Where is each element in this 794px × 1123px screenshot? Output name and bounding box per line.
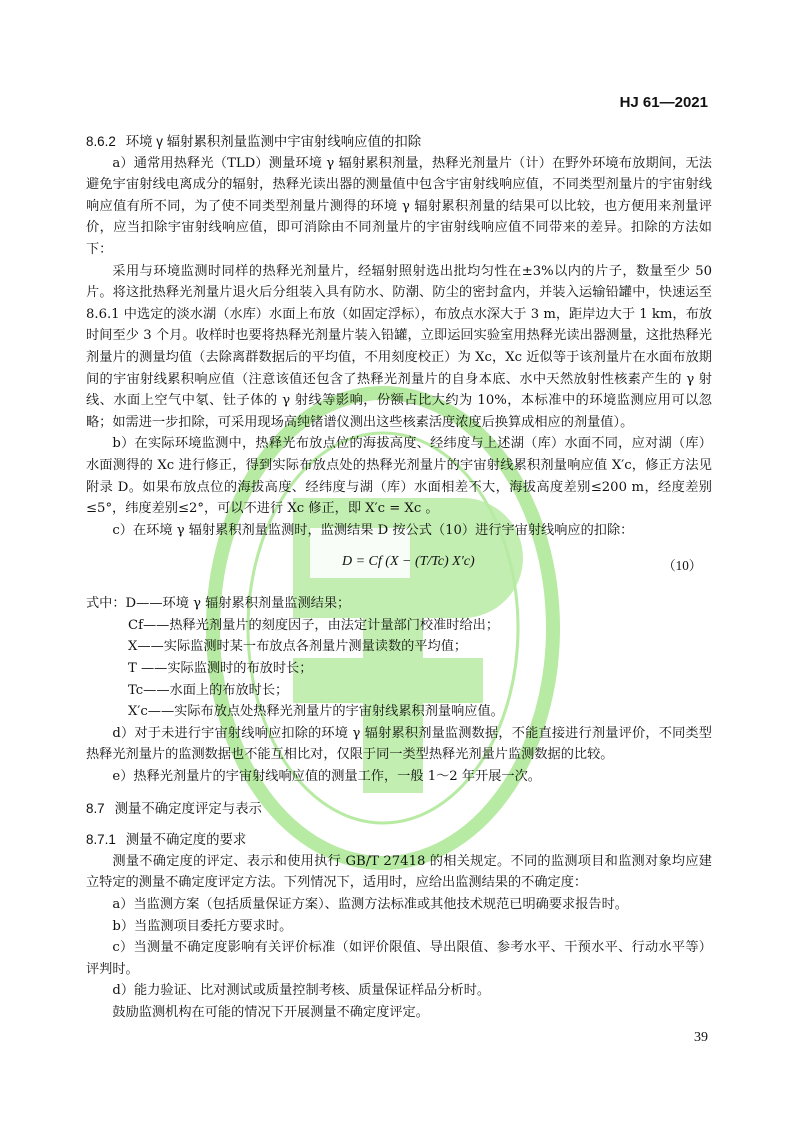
paragraph-e: e）热释光剂量片的宇宙射线响应值的测量工作，一般 1～2 年开展一次。 — [112, 769, 541, 785]
paragraph-a: a）通常用热释光（TLD）测量环境 γ 辐射累积剂量，热释光剂量片（计）在野外环境布放期间，无法避免宇宙射线电离成分的辐射，热释光读出器的测量值中包含宇宙射线响应值，不同类型剂量片的宇宙射线响应值有所不同，为了使不同类型剂量片测得的环境 γ 辐射累积剂量的结果可以比较，也方便用来剂量评价，应当扣除宇宙射线响应值，即可消除由不同剂量片的宇宙射线响应值不同带来的差异。扣除的方法如下： — [86, 155, 712, 257]
section-heading-8-7-1 — [86, 829, 712, 851]
document-code: HJ 61—2021 — [619, 94, 708, 111]
paragraph-d: d）对于未进行宇宙射线响应扣除的环境 γ 辐射累积剂量监测数据，不能直接进行剂量评价，不同类型热释光剂量片的监测数据也不能互相比对，仅限于同一类型热释光剂量片监测数据的比较。 — [86, 725, 712, 763]
legend-row: T ——实际监测时的布放时长； — [128, 661, 313, 677]
paragraph-encourage: 鼓励监测机构在可能的情况下开展测量不确定度评定。 — [112, 1004, 429, 1020]
paragraph-b: b）在实际环境监测中，热释光布放点位的海拔高度、经纬度与上述湖（库）水面不同，应对湖（库）水面测得的 Xc 进行修正，得到实际布放点处的热释光剂量片的宇宙射线累积剂量响应值 X′c，修正方法见附录 D。如果布放点位的海拔高度、经纬度与湖（库）水面相差不大，海拔高度差别≤200 m，经度差别≤5°，纬度差别≤2°，可以不进行 Xc 修正，即 X′c = Xc 。 — [86, 436, 712, 517]
section-number: 8.7 — [86, 800, 105, 816]
document-body — [86, 131, 712, 1024]
section-heading-8-6-2 — [86, 131, 712, 153]
paragraph-uncertainty: 测量不确定度的评定、表示和使用执行 GB/T 27418 的相关规定。不同的监测项目和监测对象均应建立特定的测量不确定度评定方法。下列情况下，适用时，应给出监测结果的不确定度： — [86, 853, 712, 891]
list-item-b: b）当监测项目委托方要求时。 — [112, 918, 293, 934]
page-number: 39 — [694, 1030, 708, 1045]
list-item-a: a）当监测方案（包括质量保证方案）、监测方法标准或其他技术规范已明确要求报告时。 — [112, 897, 628, 912]
list-item-d: d）能力验证、比对测试或质量控制考核、质量保证样品分析时。 — [112, 983, 491, 999]
section-number: 8.7.1 — [86, 832, 116, 848]
formula-number: （10） — [662, 558, 702, 574]
section-title: 环境 γ 辐射累积剂量监测中宇宙射线响应值的扣除 — [125, 134, 422, 149]
legend-row: Tc——水面上的布放时长； — [128, 682, 289, 698]
section-number: 8.6.2 — [86, 134, 116, 149]
list-item-c: c）当测量不确定度影响有关评价标准（如评价限值、导出限值、参考水平、干预水平、行动水平等）评判时。 — [86, 940, 712, 977]
legend-row: X——实际监测时某一布放点各剂量片测量读数的平均值； — [128, 639, 468, 655]
formula-row — [86, 541, 712, 593]
section-title: 测量不确定度评定与表示 — [114, 800, 262, 816]
section-title: 测量不确定度的要求 — [125, 832, 247, 848]
legend-row: Cf——热释光剂量片的刻度因子，由法定计量部门校准时给出； — [128, 617, 500, 633]
formula-10: D = Cf (X − (T/Tc) X′c) — [342, 554, 475, 570]
formula-legend — [86, 593, 712, 723]
paragraph-c: c）在环境 γ 辐射累积剂量监测时，监测结果 D 按公式（10）进行宇宙射线响应的扣除： — [112, 522, 634, 538]
section-heading-8-7 — [86, 798, 712, 820]
legend-row: 式中：D——环境 γ 辐射累积剂量监测结果； — [86, 596, 351, 612]
legend-row: X′c——实际布放点处热释光剂量片的宇宙射线累积剂量响应值。 — [128, 704, 504, 720]
paragraph-method: 采用与环境监测时同样的热释光剂量片，经辐射照射选出批均匀性在±3%以内的片子，数量至少 50 片。将这批热释光剂量片退火后分组装入具有防水、防潮、防尘的密封盒内，并装入运输铅罐中，快速运至 8.6.1 中选定的淡水湖（水库）水面上布放（如固定浮标），布放点水深大于 3 m，距岸边大于 1 km，布放时间至少 3 个月。收样时也要将热释光剂量片装入铅罐，立即运回实验室用热释光读出器测量，这批热释光剂量片的测量均值（去除离群数据后的平均值，不用刻度校正）为 Xc，Xc 近似等于该剂量片在水面布放期间的宇宙射线累积响应值（注意该值还包含了热释光剂量片的自身本底、水中天然放射性核素产生的 γ 射线、水面上空气中氡、钍子体的 γ 射线等影响，份额占比大约为 10%，本标准中的环境监测应用可以忽略；如需进一步扣除，可采用现场高纯锗谱仪测出这些核素活度浓度后换算成相应的剂量值）。 — [86, 263, 712, 430]
